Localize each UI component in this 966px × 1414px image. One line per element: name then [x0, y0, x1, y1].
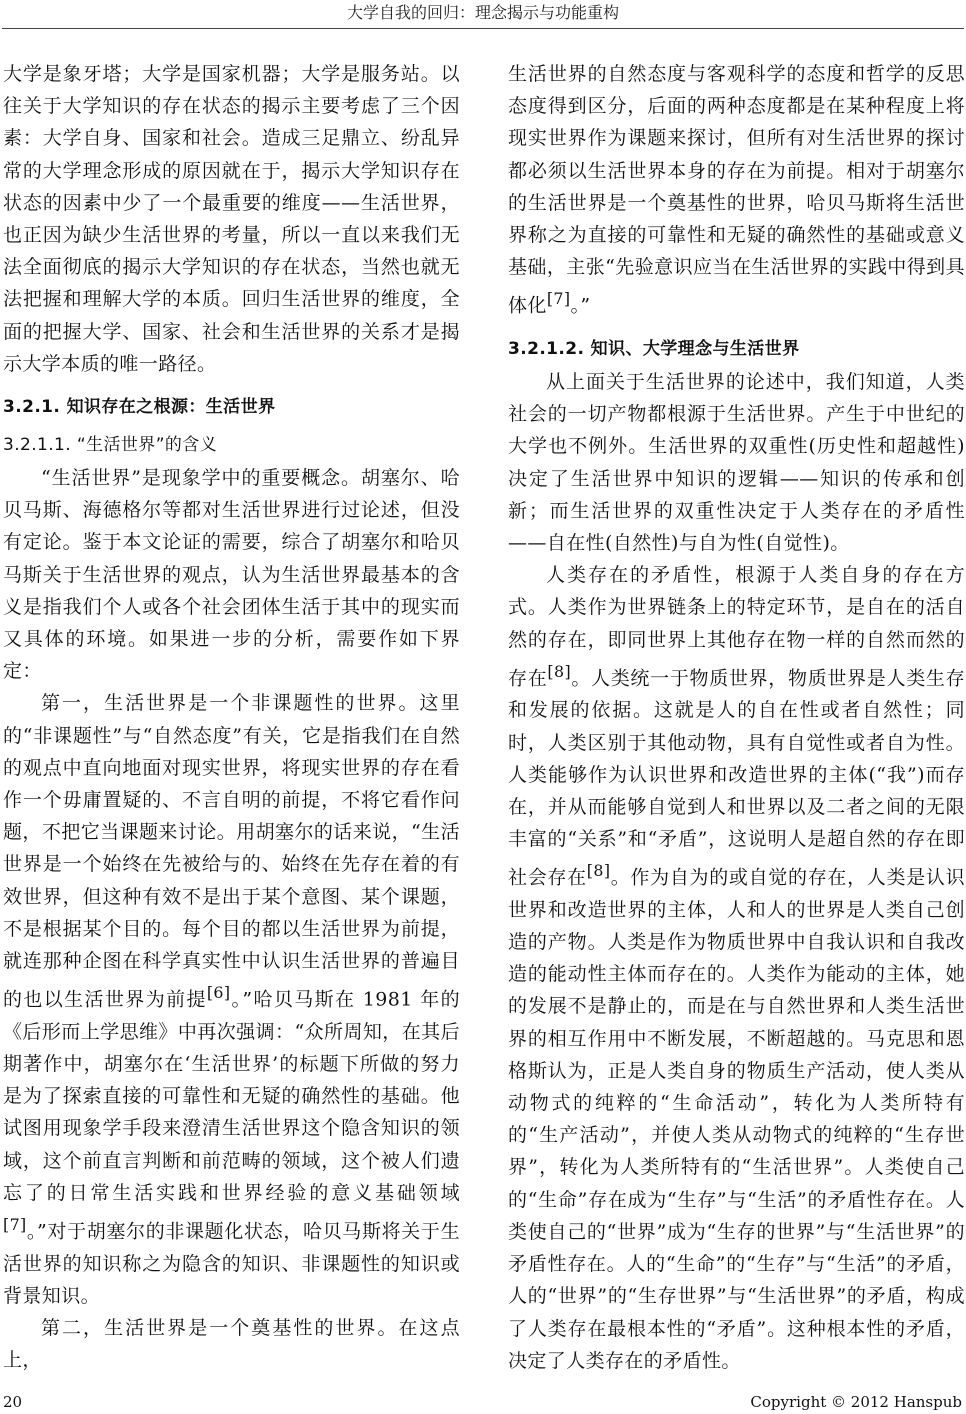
- paragraph-text: 。人类统一于物质世界，物质世界是人类生存和发展的依据。这就是人的自在性或者自然性；同时，人类区别于其他动物，具有自觉性或者自为性。人类能够作为认识世界和改造世界的主体(“我”)而存在，并从而能够自觉到人和世界以及二者之间的无限丰富的“关系”和“矛盾”，这说明人是超自然的存在即社会存在: [508, 667, 965, 889]
- page-footer: [0, 1392, 966, 1412]
- citation-ref: [8]: [586, 861, 611, 881]
- paragraph-text: 人类存在的矛盾性，根源于人类自身的存在方式。人类作为世界链条上的特定环节，是自在的活自然的存在，即同世界上其他存在物一样的自然而然的存在: [508, 564, 965, 690]
- subsection-heading: 3.2.1.1. “生活世界”的含义: [3, 435, 218, 456]
- paragraph-text: 生活世界的自然态度与客观科学的态度和哲学的反思态度得到区分，后面的两种态度都是在某种程度上将现实世界作为课题来探讨，但所有对生活世界的探讨都必须以生活世界本身的存在为前提。相对于胡塞尔的生活世界是一个奠基性的世界，哈贝马斯将生活世界称之为直接的可靠性和无疑的确然性的基础或意义基础，主张“先验意识应当在生活世界的实践中得到具体化: [508, 63, 965, 317]
- citation-ref: [6]: [206, 983, 231, 1003]
- paragraph: 从上面关于生活世界的论述中，我们知道，人类社会的一切产物都根源于生活世界。产生于中世纪的大学也不例外。生活世界的双重性(历史性和超越性)决定了生活世界中知识的逻辑——知识的传承和创新；而生活世界的双重性决定于人类存在的矛盾性——自在性(自然性)与自为性(自觉性)。: [508, 370, 965, 554]
- paragraph-text: 。”哈贝马斯在 1981 年的《后形而上学思维》中再次强调：“众所周知，在其后期著作中，胡塞尔在‘生活世界’的标题下所做的努力是为了探索直接的可靠性和无疑的确然性的基础。他试图用现象学手段来澄清生活世界这个隐含知识的领域，这个前直言判断和前范畴的领域，这个被人们遗忘了的日常生活实践和世界经验的意义基础领域: [3, 988, 460, 1204]
- paragraph: 大学是象牙塔；大学是国家机器；大学是服务站。以往关于大学知识的存在状态的揭示主要考虑了三个因素：大学自身、国家和社会。造成三足鼎立、纷乱异常的大学理念形成的原因就在于，揭示大学知识存在状态的因素中少了一个最重要的维度——生活世界，也正因为缺少生活世界的考量，所以一直以来我们无法全面彻底的揭示大学知识的存在状态，当然也就无法把握和理解大学的本质。回归生活世界的维度，全面的把握大学、国家、社会和生活世界的关系才是揭示大学本质的唯一路径。: [3, 63, 460, 375]
- copyright-notice: Copyright © 2012 Hanspub: [750, 1393, 962, 1411]
- paragraph-text: 。作为自为的或自觉的存在，人类是认识世界和改造世界的主体，人和人的世界是人类自己创造的产物。人类是作为物质世界中自我认识和自我改造的能动性主体而存在的。人类作为能动的主体，她的发展不是静止的，而是在与自然世界和人类生活世界的相互作用中不断发展，不断超越的。马克思和恩格斯认为，正是人类自身的物质生产活动，使人类从动物式的纯粹的“生命活动”，转化为人类所特有的“生产活动”，并使人类从动物式的纯粹的“生存世界”，转化为人类所特有的“生活世界”。人类使自己的“生命”存在成为“生存”与“生活”的矛盾性存在。人类使自己的“世界”成为“生存的世界”与“生活世界”的矛盾性存在。人的“生命”的“生存”与“生活”的矛盾，人的“世界”的“生存世界”与“生活世界”的矛盾，构成了人类存在最根本性的“矛盾”。这种根本性的矛盾，决定了人类存在的矛盾性。: [508, 866, 965, 1372]
- paragraph: [508, 58, 965, 322]
- paragraph-text: 。”: [570, 294, 591, 317]
- citation-ref: [8]: [547, 661, 572, 681]
- page-number: 20: [3, 1393, 23, 1411]
- paragraph: [3, 687, 460, 1312]
- citation-ref: [7]: [3, 1215, 27, 1235]
- paragraph: “生活世界”是现象学中的重要概念。胡塞尔、哈贝马斯、海德格尔等都对生活世界进行过论述，但没有定论。鉴于本文论证的需要，综合了胡塞尔和哈贝马斯关于生活世界的观点，认为生活世界最基本的含义是指我们个人或各个社会团体生活于其中的现实而又具体的环境。如果进一步的分析，需要作如下界定：: [3, 467, 460, 683]
- paragraph: [508, 559, 965, 1377]
- paragraph: 第二，生活世界是一个奠基性的世界。在这点上，: [3, 1316, 460, 1372]
- citation-ref: [7]: [546, 289, 571, 309]
- section-heading: 3.2.1. 知识存在之根源：生活世界: [3, 397, 276, 418]
- running-header: [0, 0, 966, 30]
- header-divider: [2, 28, 964, 29]
- left-column: [3, 58, 460, 1380]
- paragraph-text: 。”对于胡塞尔的非课题化状态，哈贝马斯将关于生活世界的知识称之为隐含的知识、非课题性的知识或背景知识。: [3, 1220, 460, 1307]
- paragraph-text: 第一，生活世界是一个非课题性的世界。这里的“非课题性”与“自然态度”有关，它是指我们在自然的观点中直向地面对现实世界，将现实世界的存在看作一个毋庸置疑的、不言自明的前提，不将它看作问题，不把它当课题来讨论。用胡塞尔的话来说，“生活世界是一个始终在先被给与的、始终在先存在着的有效世界，但这种有效不是出于某个意图、某个课题，不是根据某个目的。每个目的都以生活世界为前提，就连那种企图在科学真实性中认识生活世界的普遍目的也以生活世界为前提: [3, 692, 460, 1011]
- right-column: [508, 58, 965, 1380]
- subsection-heading: 3.2.1.2. 知识、大学理念与生活世界: [508, 338, 800, 359]
- running-title: 大学自我的回归：理念揭示与功能重构: [346, 3, 619, 22]
